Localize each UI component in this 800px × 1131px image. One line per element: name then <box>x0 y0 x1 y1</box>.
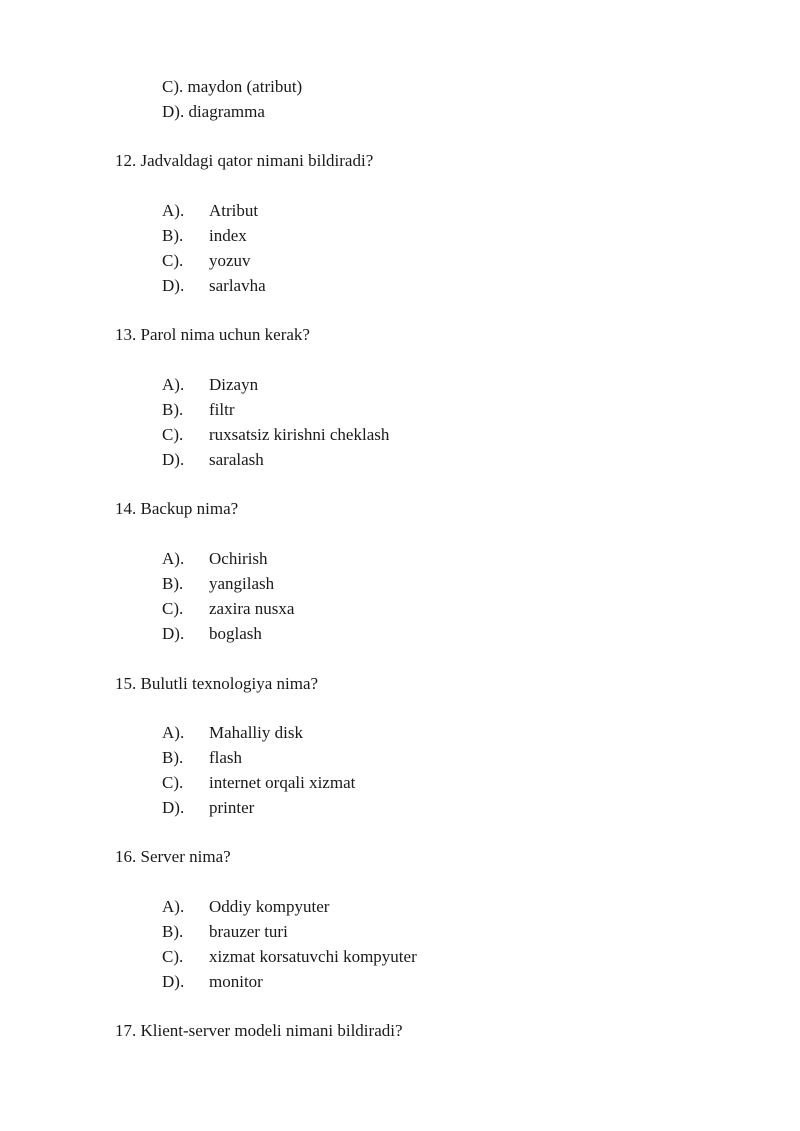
q13-option-b-text: filtr <box>209 400 235 419</box>
q15-option-c-letter: C). <box>162 773 184 792</box>
q13-option-c-text: ruxsatsiz kirishni cheklash <box>209 425 390 444</box>
q13-option-d-text: saralash <box>209 450 264 469</box>
q12-option-d-letter: D). <box>162 276 185 295</box>
q16-option-b-text: brauzer turi <box>209 922 288 941</box>
q12-option-c-text: yozuv <box>209 251 251 270</box>
q16-option-c-letter: C). <box>162 947 184 966</box>
q13-option-a-text: Dizayn <box>209 375 259 394</box>
q11-option-c: C). maydon (atribut) <box>162 77 303 96</box>
q12-option-b-text: index <box>209 226 247 245</box>
q14-option-a-letter: A). <box>162 549 185 568</box>
q12-option-c-letter: C). <box>162 251 184 270</box>
question-14: 14. Backup nima? <box>115 499 239 518</box>
q15-option-b-text: flash <box>209 748 243 767</box>
q15-option-b-letter: B). <box>162 748 184 767</box>
q16-option-d-letter: D). <box>162 972 185 991</box>
q14-option-a-text: Ochirish <box>209 549 268 568</box>
q12-option-a-letter: A). <box>162 201 185 220</box>
q13-option-c-letter: C). <box>162 425 184 444</box>
q12-option-a-text: Atribut <box>209 201 259 220</box>
q15-option-d-text: printer <box>209 798 255 817</box>
question-13: 13. Parol nima uchun kerak? <box>115 325 310 344</box>
q14-option-b-letter: B). <box>162 574 184 593</box>
q13-option-d-letter: D). <box>162 450 185 469</box>
q12-option-b-letter: B). <box>162 226 184 245</box>
q14-option-b-text: yangilash <box>209 574 275 593</box>
q16-option-a-letter: A). <box>162 897 185 916</box>
question-17: 17. Klient-server modeli nimani bildiradi? <box>115 1021 403 1040</box>
q16-option-c-text: xizmat korsatuvchi kompyuter <box>209 947 417 966</box>
question-16: 16. Server nima? <box>115 847 231 866</box>
q16-option-a-text: Oddiy kompyuter <box>209 897 330 916</box>
q14-option-d-letter: D). <box>162 624 185 643</box>
q14-option-c-letter: C). <box>162 599 184 618</box>
q15-option-a-letter: A). <box>162 723 185 742</box>
q15-option-d-letter: D). <box>162 798 185 817</box>
q16-option-b-letter: B). <box>162 922 184 941</box>
q13-option-b-letter: B). <box>162 400 184 419</box>
question-15: 15. Bulutli texnologiya nima? <box>115 674 319 693</box>
question-12: 12. Jadvaldagi qator nimani bildiradi? <box>115 151 374 170</box>
q13-option-a-letter: A). <box>162 375 185 394</box>
q12-option-d-text: sarlavha <box>209 276 266 295</box>
q16-option-d-text: monitor <box>209 972 263 991</box>
q15-option-c-text: internet orqali xizmat <box>209 773 356 792</box>
q14-option-d-text: boglash <box>209 624 262 643</box>
q11-option-d: D). diagramma <box>162 102 265 121</box>
q15-option-a-text: Mahalliy disk <box>209 723 303 742</box>
q14-option-c-text: zaxira nusxa <box>209 599 295 618</box>
